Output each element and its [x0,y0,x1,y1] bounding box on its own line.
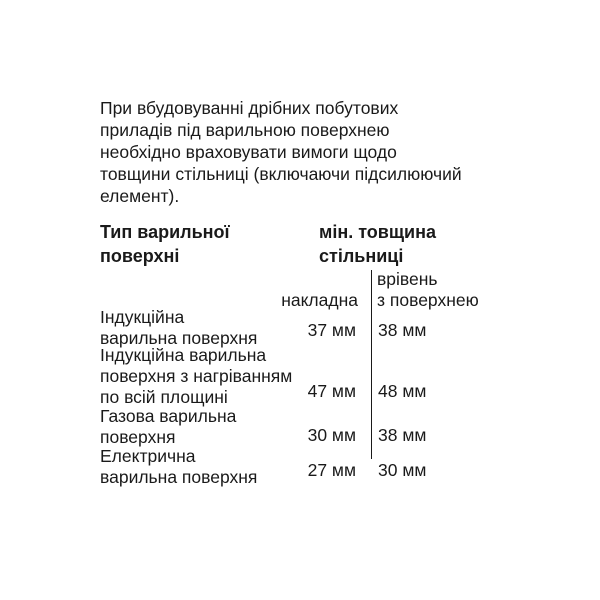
intro-paragraph [100,97,520,207]
table-row-label: Індукційна варильна поверхня [100,307,258,348]
table-cell-overlay: 47 мм [307,381,356,401]
intro-line: елемент). [100,186,180,206]
table-cell-overlay: 27 мм [307,460,356,480]
table-row-label: Газова варильна поверхня [100,406,237,447]
table-cell-overlay: 37 мм [307,320,356,340]
intro-line: приладів під варильною поверхнею [100,120,390,140]
column-divider [371,270,372,459]
table-cell-flush: 38 мм [378,425,427,445]
header-min-thickness: мін. товщина стільниці [319,222,436,266]
intro-line: необхідно враховувати вимоги щодо [100,142,397,162]
subheader-flush: врівень з поверхнею [377,269,479,310]
header-cooktop-type: Тип варильної поверхні [100,222,230,266]
intro-line: При вбудовуванні дрібних побутових [100,98,399,118]
table-cell-overlay: 30 мм [307,425,356,445]
table-row-label: Індукційна варильна поверхня з нагріванням по всій площині [100,345,293,407]
table-cell-flush: 30 мм [378,460,427,480]
table-row-label: Електрична варильна поверхня [100,446,258,487]
subheader-overlay: накладна [281,290,358,310]
intro-line: товщини стільниці (включаючи підсилюючий [100,164,462,184]
table-cell-flush: 48 мм [378,381,427,401]
table-cell-flush: 38 мм [378,320,427,340]
